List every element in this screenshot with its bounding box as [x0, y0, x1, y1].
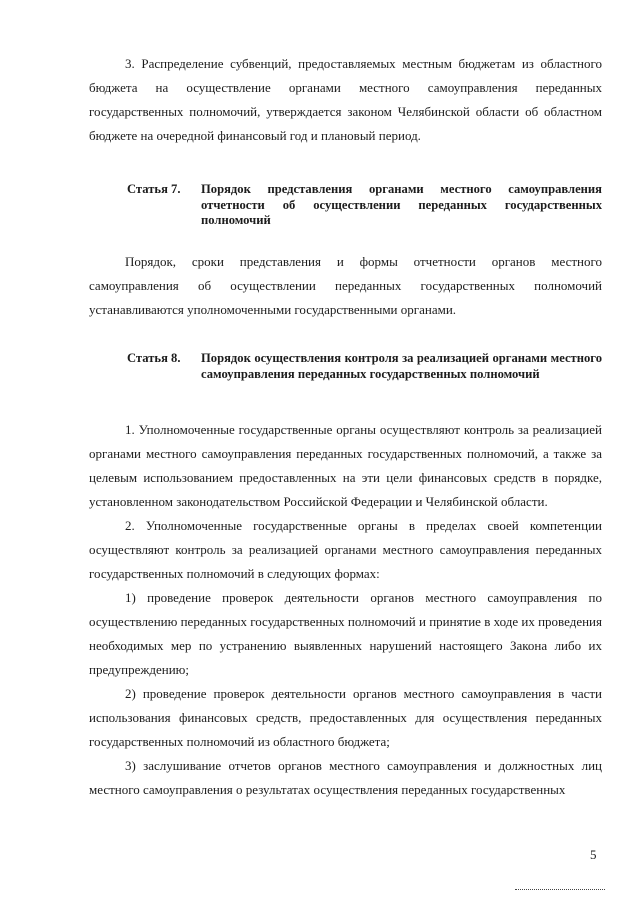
footer-dotted-line [515, 889, 605, 890]
paragraph-control-1: 1. Уполномоченные государственные органы осуществляют контроль за реализацией органами местного самоуправления переданных государственных полномочий, а также за целевым использованием предоставленных на эти цели финансовых средств в порядке, установленном законодательством Российской Федерации и Челябинской области. [89, 422, 602, 509]
paragraph-form-2: 2) проведение проверок деятельности органов местного самоуправления в части использования финансовых средств, предоставленных для осуществления переданных государственных полномочий из областного бюджета; [89, 686, 602, 749]
paragraph-form-1: 1) проведение проверок деятельности органов местного самоуправления по осуществлению переданных государственных полномочий и принятие в ходе их проведения необходимых мер по устранению выявленных нарушений настоящего Закона либо их предупреждению; [89, 590, 602, 677]
article-8-body [89, 418, 602, 802]
paragraph-form-3: 3) заслушивание отчетов органов местного самоуправления и должностных лиц местного самоуправления о результатах осуществления переданных государственных [89, 758, 602, 797]
paragraph-subsidies: 3. Распределение субвенций, предоставляемых местным бюджетам из областного бюджета на осуществление органами местного самоуправления переданных государственных полномочий, утверждается законом Челябинской области об областном бюджете на очередной финансовый год и плановый период. [89, 56, 602, 143]
paragraph-reporting-block [89, 250, 602, 322]
page-number: 5 [590, 847, 597, 862]
article-8-title: Порядок осуществления контроля за реализацией органами местного самоуправления переданных государственных полномочий [201, 351, 602, 381]
paragraph-control-2: 2. Уполномоченные государственные органы в пределах своей компетенции осуществляют контроль за реализацией органами местного самоуправления переданных государственных полномочий в следующих формах: [89, 518, 602, 581]
article-7-heading [89, 182, 602, 229]
paragraph-reporting: Порядок, сроки представления и формы отчетности органов местного самоуправления об осуществлении переданных государственных полномочий устанавливаются уполномоченными государственными органами. [89, 254, 602, 317]
article-7-number: Статья 7. [127, 182, 181, 196]
article-8-heading [89, 351, 602, 382]
article-8-number: Статья 8. [127, 351, 181, 365]
paragraph-subsidies-block [89, 52, 602, 148]
article-7-title: Порядок представления органами местного самоуправления отчетности об осуществлении переданных государственных полномочий [201, 182, 602, 227]
